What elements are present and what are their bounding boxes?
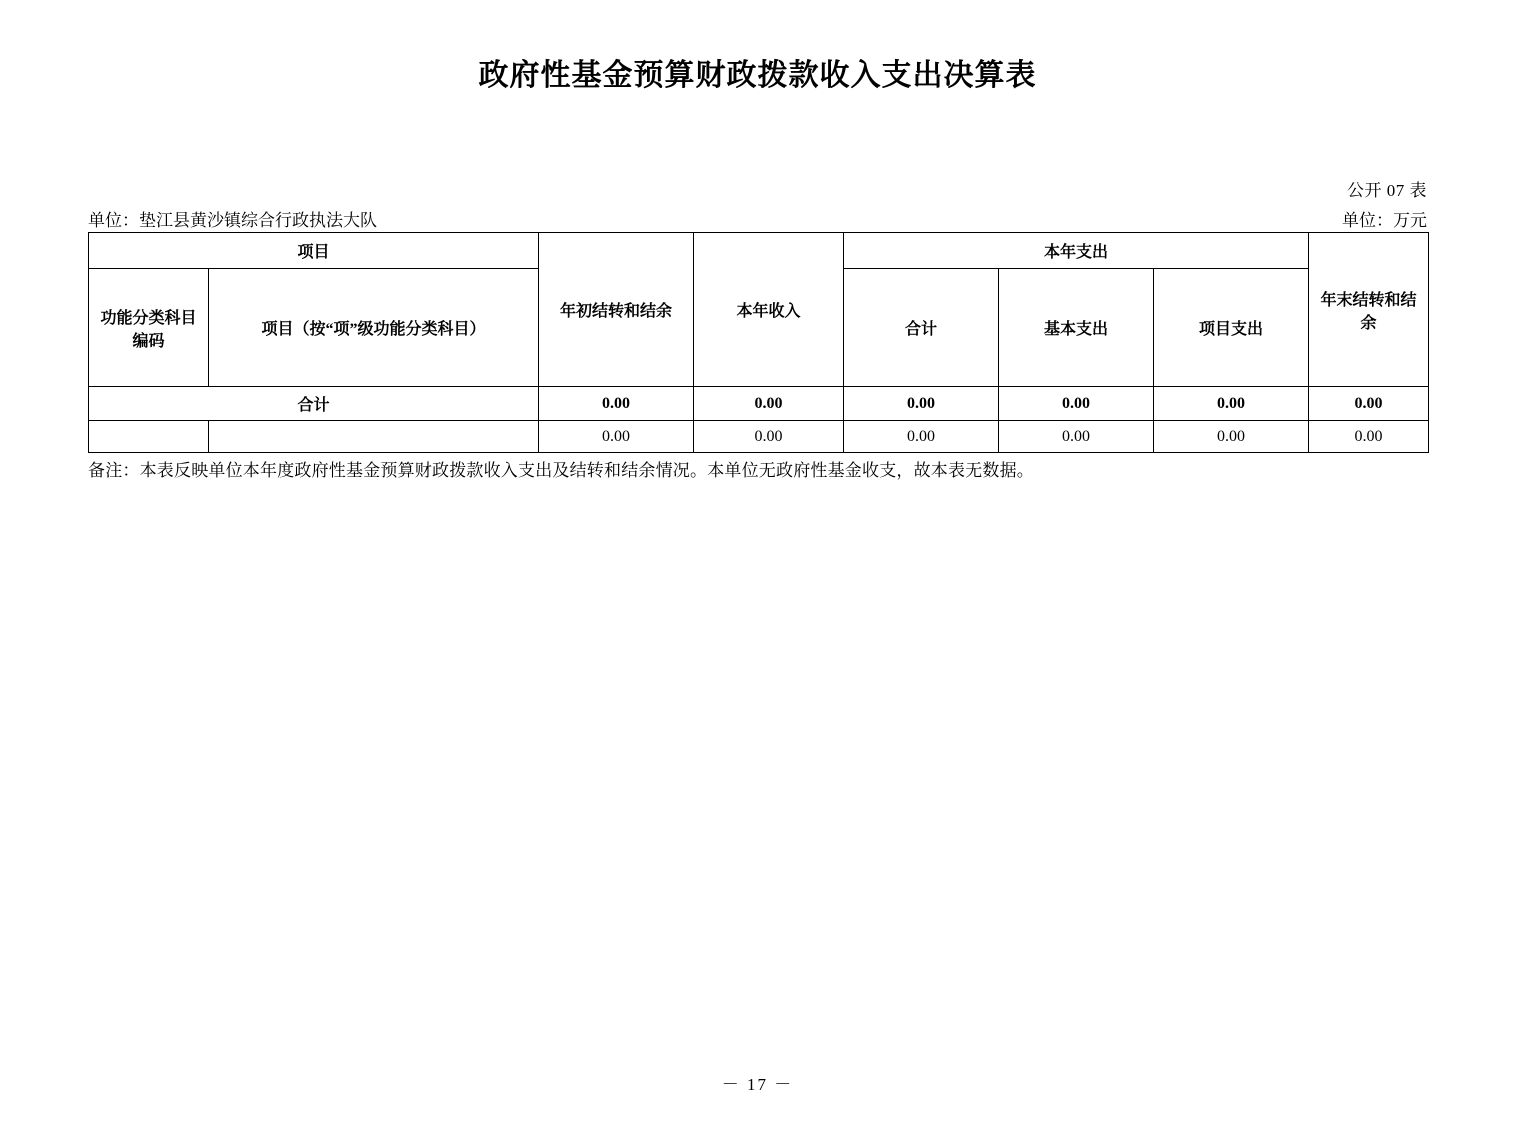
- table-body: [89, 387, 1429, 453]
- budget-table: [88, 232, 1429, 453]
- header-year-expense-group: 本年支出: [844, 233, 1309, 269]
- cell-basic-expense: 0.00: [999, 387, 1154, 421]
- cell-expense-total: 0.00: [844, 387, 999, 421]
- cell-year-income: 0.00: [694, 421, 844, 453]
- cell-functional-code: [89, 421, 209, 453]
- header-begin-balance: 年初结转和结余: [539, 233, 694, 387]
- cell-end-balance: 0.00: [1309, 421, 1429, 453]
- unit-name: 单位：垫江县黄沙镇综合行政执法大队: [88, 211, 377, 230]
- header-project-group: 项目: [89, 233, 539, 269]
- meta-row: [88, 206, 1427, 231]
- cell-project-expense: 0.00: [1154, 421, 1309, 453]
- cell-project-item: [209, 421, 539, 453]
- header-expense-total: 合计: [844, 269, 999, 387]
- unit-amount: 单位：万元: [1342, 211, 1427, 230]
- page-title: 政府性基金预算财政拨款收入支出决算表: [478, 59, 1037, 92]
- row-label-total: 合计: [89, 387, 539, 421]
- cell-begin-balance: 0.00: [539, 421, 694, 453]
- sheet-number: 公开 07 表: [1347, 181, 1427, 200]
- table-header-row-1: [89, 233, 1429, 269]
- header-project-expense: 项目支出: [1154, 269, 1309, 387]
- table-row: [89, 387, 1429, 421]
- cell-expense-total: 0.00: [844, 421, 999, 453]
- table-remark: 备注：本表反映单位本年度政府性基金预算财政拨款收入支出及结转和结余情况。本单位无政府性基金收支，故本表无数据。: [88, 461, 1034, 480]
- header-functional-code: 功能分类科目编码: [89, 269, 209, 387]
- table-row: [89, 421, 1429, 453]
- cell-year-income: 0.00: [694, 387, 844, 421]
- page-number: － 17 －: [721, 1075, 794, 1094]
- header-basic-expense: 基本支出: [999, 269, 1154, 387]
- cell-project-expense: 0.00: [1154, 387, 1309, 421]
- header-end-balance: 年末结转和结余: [1309, 233, 1429, 387]
- document-page: [0, 58, 1515, 1127]
- cell-basic-expense: 0.00: [999, 421, 1154, 453]
- cell-end-balance: 0.00: [1309, 387, 1429, 421]
- cell-begin-balance: 0.00: [539, 387, 694, 421]
- table-header: [89, 233, 1429, 387]
- header-project-item: 项目（按“项”级功能分类科目）: [209, 269, 539, 387]
- header-year-income: 本年收入: [694, 233, 844, 387]
